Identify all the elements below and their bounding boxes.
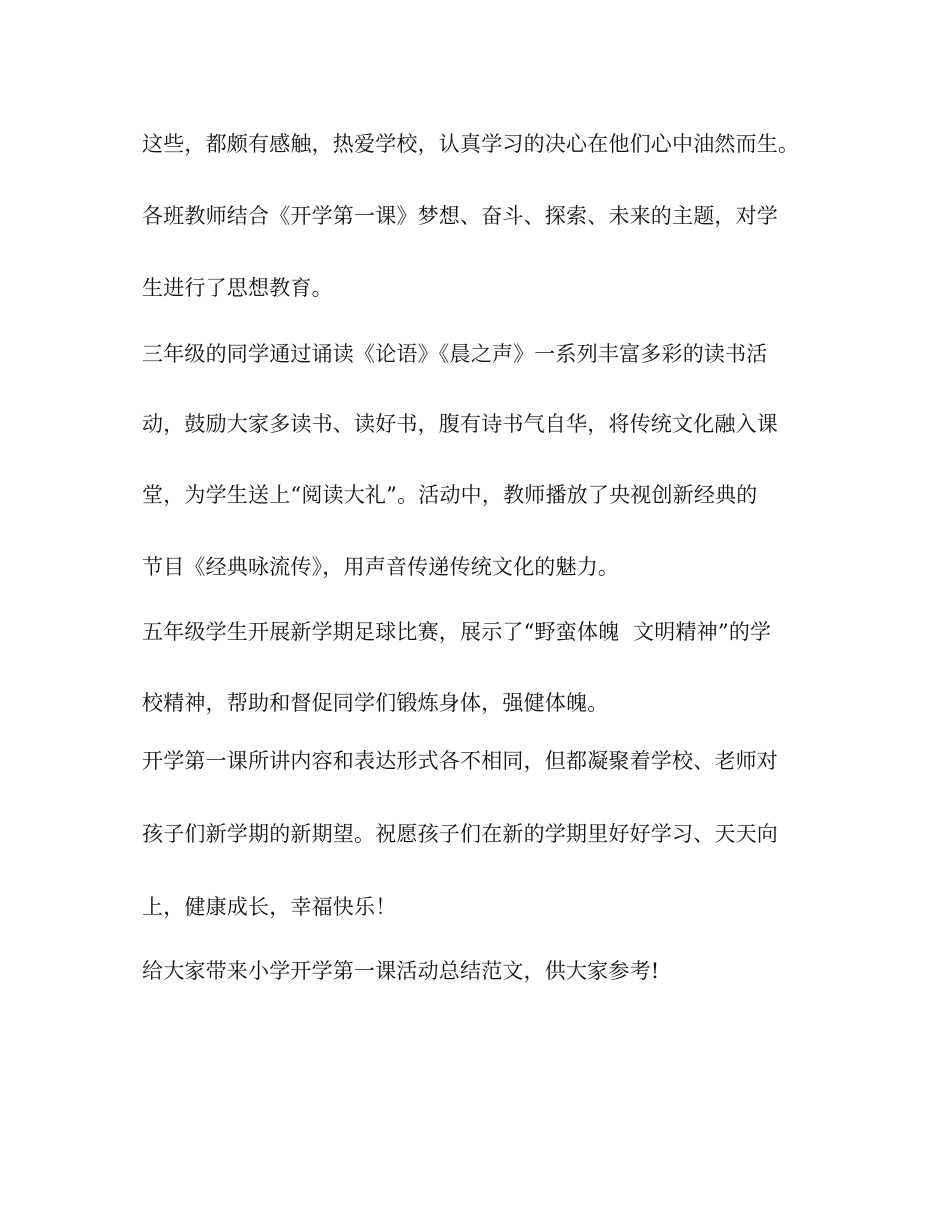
text-line: 五年级学生开展新学期足球比赛，展示了“野蛮体魄 文明精神”的学 [142,620,772,644]
text-line: 节目《经典咏流传》，用声音传递传统文化的魅力。 [142,555,620,579]
text-line: 给大家带来小学开学第一课活动总结范文，供大家参考! [142,959,660,983]
text-line: 上，健康成长，幸福快乐！ [142,895,397,919]
text-line: 各班教师结合《开学第一课》梦想、奋斗、探索、未来的主题，对学 [142,204,778,228]
text-line: 生进行了思想教育。 [142,276,333,300]
text-line: 校精神，帮助和督促同学们锻炼身体，强健体魄。 [142,691,609,715]
text-line: 这些，都颇有感触，热爱学校，认真学习的决心在他们心中油然而生。 [142,132,800,156]
text-line: 堂，为学生送上“阅读大礼”。活动中，教师播放了央视创新经典的 [142,483,758,507]
text-line: 动，鼓励大家多读书、读好书，腹有诗书气自华，将传统文化融入课 [142,412,778,436]
text-line: 三年级的同学通过诵读《论语》《晨之声》一系列丰富多彩的读书活 [142,342,768,366]
text-line: 孩子们新学期的新期望。祝愿孩子们在新的学期里好好学习、天天向 [142,822,778,846]
text-line: 开学第一课所讲内容和表达形式各不相同，但都凝聚着学校、老师对 [142,749,778,773]
